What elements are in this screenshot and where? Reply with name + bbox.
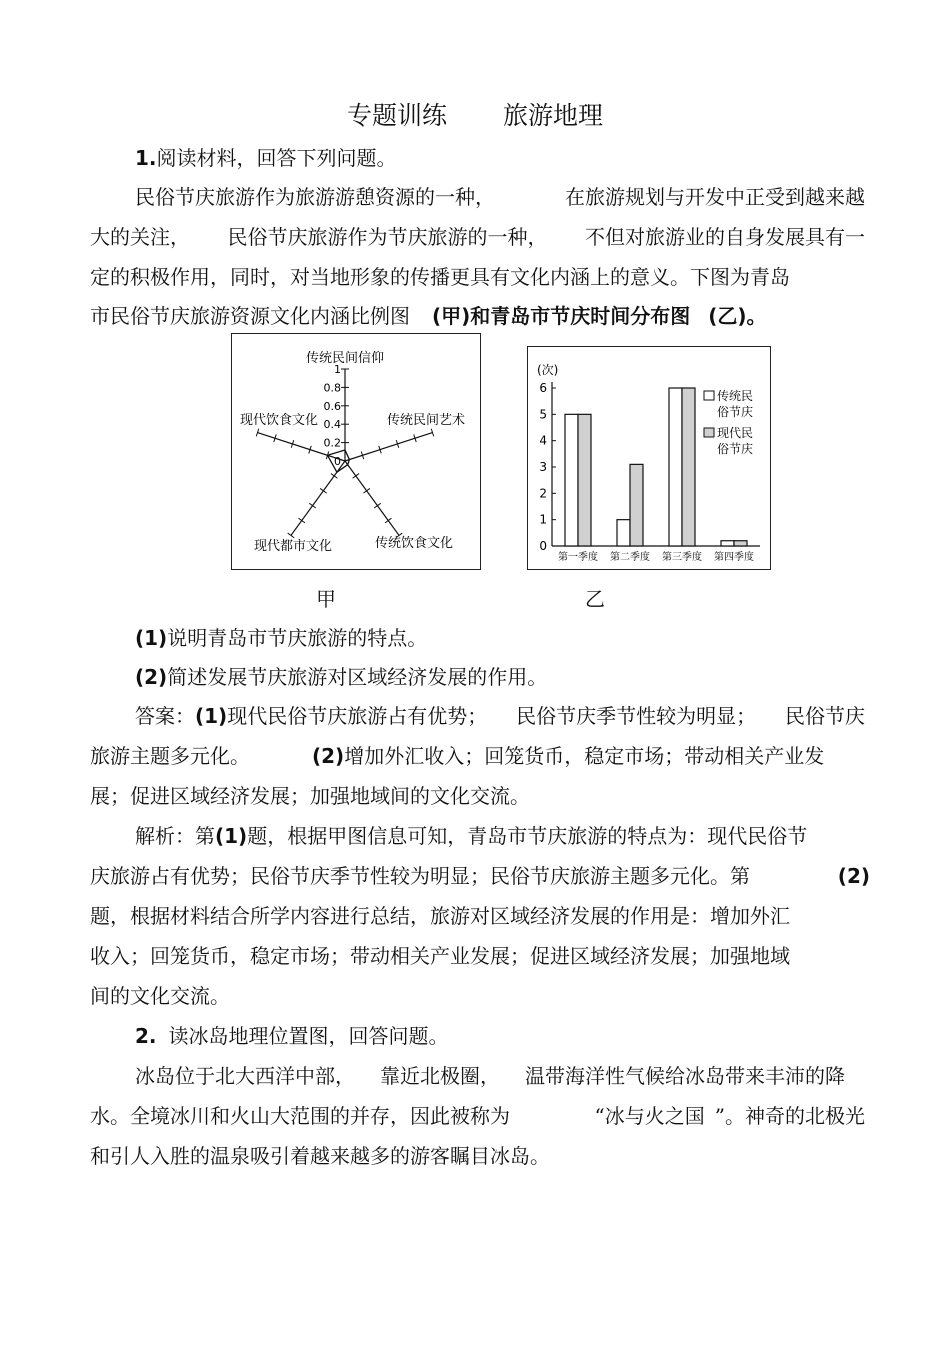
text-segment: 温带海洋性气候给冰岛带来丰沛的降 bbox=[525, 1064, 845, 1088]
bar-traditional bbox=[669, 388, 682, 546]
text-segment: 展；促进区域经济发展；加强地域间的文化交流。 bbox=[90, 784, 530, 808]
text-segment: ”。神奇的北极光 bbox=[714, 1104, 865, 1128]
text-segment: 答案： bbox=[135, 704, 195, 728]
text-segment: (2) bbox=[312, 744, 345, 768]
analysis-line-3 bbox=[90, 901, 790, 931]
radar-axis-label-traditional-food: 传统饮食文化 bbox=[375, 536, 454, 551]
text-segment: “冰与火之国 bbox=[594, 1104, 705, 1128]
bar-y-tick-label: 0 bbox=[539, 539, 547, 553]
radar-axis-label-modern-urban: 现代都市文化 bbox=[254, 539, 333, 554]
radar-axis-tick bbox=[374, 503, 380, 508]
radar-axis-label-traditional-belief: 传统民间信仰 bbox=[306, 351, 385, 366]
bar-y-tick-label: 1 bbox=[539, 512, 547, 527]
text-segment: (1) bbox=[215, 824, 248, 848]
radar-axis-tick bbox=[331, 474, 337, 479]
bar-x-tick-label: 第三季度 bbox=[662, 552, 702, 563]
text-segment: 解析：第 bbox=[135, 824, 215, 848]
text-segment: 靠近北极圈， bbox=[380, 1064, 500, 1088]
radar-axis-tick bbox=[309, 503, 315, 508]
radar-chart-svg bbox=[232, 334, 479, 568]
text-segment: (2) bbox=[837, 864, 870, 888]
bar-y-tick-label: 4 bbox=[539, 433, 547, 448]
analysis-line-5 bbox=[90, 981, 230, 1011]
q1-number: 1. bbox=[135, 146, 157, 170]
text-segment: 大的关注， bbox=[90, 225, 190, 249]
radar-tick-label: 0 bbox=[334, 455, 341, 468]
bar-y-tick-label: 5 bbox=[539, 407, 547, 422]
text-segment: 冰岛位于北大西洋中部， bbox=[135, 1064, 355, 1088]
bar-traditional bbox=[617, 520, 630, 546]
answer-line-3 bbox=[90, 781, 530, 811]
radar-chart-jia bbox=[231, 333, 481, 570]
radar-axis-tick bbox=[353, 474, 359, 479]
q1-para-line-3 bbox=[90, 262, 790, 292]
legend-label: 俗节庆 bbox=[717, 442, 754, 456]
radar-axis-tick bbox=[299, 518, 305, 523]
sub-question-text: 说明青岛市节庆旅游的特点。 bbox=[167, 626, 428, 650]
q2-number: 2. bbox=[135, 1024, 157, 1048]
text-segment: 民俗节庆旅游作为旅游游憩资源的一种， bbox=[135, 185, 495, 209]
radar-axis-tick bbox=[320, 488, 326, 493]
bar-chart-svg bbox=[528, 347, 769, 568]
bar-x-tick-label: 第四季度 bbox=[714, 552, 754, 563]
text-segment: 增加外汇收入；回笼货币，稳定市场；带动相关产业发 bbox=[344, 744, 825, 768]
answer-line-2 bbox=[90, 741, 824, 771]
bar-modern bbox=[734, 541, 747, 546]
radar-axis-tick bbox=[288, 533, 294, 538]
analysis-line-4 bbox=[90, 941, 790, 971]
text-segment: 在旅游规划与开发中正受到越来越 bbox=[565, 185, 865, 209]
radar-tick-label: 0.4 bbox=[323, 418, 341, 432]
bar-x-tick-label: 第二季度 bbox=[610, 552, 650, 563]
q2-header-text: 读冰岛地理位置图，回答问题。 bbox=[168, 1024, 449, 1048]
text-segment: (甲)和青岛市节庆时间分布图 bbox=[432, 304, 691, 328]
q1-sub1 bbox=[135, 623, 427, 653]
text-segment: 民俗节庆旅游作为节庆旅游的一种， bbox=[227, 225, 548, 249]
radar-tick-label: 0.6 bbox=[323, 399, 341, 413]
bar-y-tick-label: 3 bbox=[539, 460, 547, 474]
text-segment: 水。全境冰川和火山大范围的并存，因此被称为 bbox=[90, 1104, 510, 1128]
text-segment: 现代民俗节庆旅游占有优势； bbox=[227, 704, 488, 728]
text-segment: 民俗节庆 bbox=[784, 704, 865, 728]
text-segment: (1) bbox=[195, 704, 228, 728]
caption-jia: 甲 bbox=[316, 587, 336, 611]
bar-modern bbox=[630, 464, 643, 546]
sub-question-number: (2) bbox=[135, 665, 168, 689]
answer-line-1 bbox=[135, 701, 865, 731]
text-segment: 间的文化交流。 bbox=[90, 984, 230, 1008]
legend-label: 现代民 bbox=[717, 426, 754, 440]
q1-sub2 bbox=[135, 662, 547, 692]
q1-para-line-4 bbox=[90, 301, 767, 331]
radar-tick-label: 1 bbox=[334, 363, 341, 376]
legend-label: 传统民 bbox=[717, 389, 754, 403]
caption-yi: 乙 bbox=[585, 587, 605, 611]
text-segment: 庆旅游占有优势；民俗节庆季节性较为明显；民俗节庆旅游主题多元化。第 bbox=[90, 864, 750, 888]
q2-header bbox=[135, 1021, 449, 1051]
sub-question-number: (1) bbox=[135, 626, 168, 650]
bar-traditional bbox=[565, 414, 578, 546]
radar-tick-label: 0.2 bbox=[323, 436, 341, 450]
q2-para-line-2 bbox=[90, 1101, 865, 1131]
bar-modern bbox=[578, 414, 591, 546]
q2-para-line-1 bbox=[135, 1061, 845, 1091]
q1-para-line-2 bbox=[90, 222, 865, 252]
q1-header bbox=[135, 143, 397, 173]
title-right: 旅游地理 bbox=[503, 101, 604, 130]
sub-question-text: 简述发展节庆旅游对区域经济发展的作用。 bbox=[167, 665, 548, 689]
radar-axis-label-modern-food: 现代饮食文化 bbox=[240, 413, 319, 428]
legend-swatch bbox=[704, 391, 714, 400]
text-segment: 民俗节庆季节性较为明显； bbox=[516, 704, 757, 728]
radar-axis-line bbox=[345, 433, 432, 461]
text-segment: 题，根据甲图信息可知，青岛市节庆旅游的特点为：现代民俗节 bbox=[247, 824, 808, 848]
radar-tick-label: 0.8 bbox=[323, 381, 341, 395]
legend-swatch bbox=[704, 428, 714, 437]
bar-x-tick-label: 第一季度 bbox=[558, 552, 598, 563]
title-left: 专题训练 bbox=[346, 101, 447, 130]
radar-axis-tick bbox=[385, 518, 391, 523]
text-segment: 定的积极作用，同时，对当地形象的传播更具有文化内涵上的意义。下图为青岛 bbox=[90, 265, 790, 289]
text-segment: 不但对旅游业的自身发展具有一 bbox=[585, 225, 865, 249]
q2-para-line-3 bbox=[90, 1141, 550, 1171]
q1-header-text: 阅读材料，回答下列问题。 bbox=[156, 146, 397, 170]
bar-modern bbox=[682, 388, 695, 546]
analysis-line-2 bbox=[90, 861, 870, 891]
radar-axis-label-traditional-art: 传统民间艺术 bbox=[387, 413, 466, 428]
q1-para-line-1 bbox=[135, 182, 865, 212]
text-segment: 收入；回笼货币，稳定市场；带动相关产业发展；促进区域经济发展；加强地域 bbox=[90, 944, 790, 968]
bar-y-tick-label: 6 bbox=[539, 381, 547, 395]
radar-axis-tick bbox=[363, 488, 369, 493]
bar-chart-unit: (次) bbox=[537, 363, 559, 377]
radar-axis-line bbox=[345, 461, 399, 535]
text-segment: (乙)。 bbox=[708, 304, 767, 328]
text-segment: 旅游主题多元化。 bbox=[90, 744, 250, 768]
text-segment: 市民俗节庆旅游资源文化内涵比例图 bbox=[90, 304, 410, 328]
bar-y-tick-label: 2 bbox=[539, 486, 547, 501]
bar-chart-yi bbox=[527, 346, 771, 570]
bar-traditional bbox=[721, 541, 734, 546]
text-segment: 题，根据材料结合所学内容进行总结，旅游对区域经济发展的作用是：增加外汇 bbox=[90, 904, 790, 928]
page-title bbox=[0, 96, 950, 132]
text-segment: 和引人入胜的温泉吸引着越来越多的游客瞩目冰岛。 bbox=[90, 1144, 550, 1168]
analysis-line-1 bbox=[135, 821, 807, 851]
legend-label: 俗节庆 bbox=[717, 405, 754, 419]
